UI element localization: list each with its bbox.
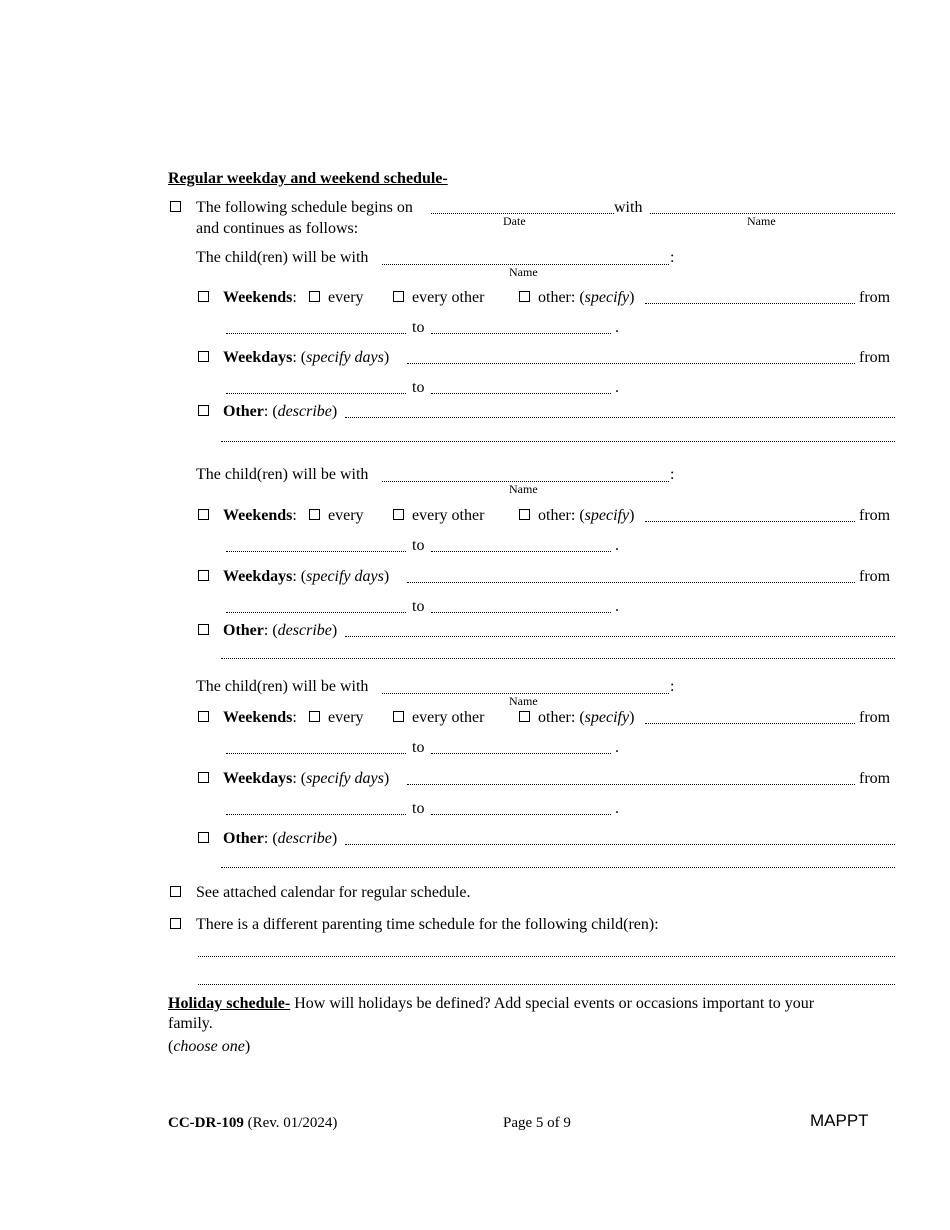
other-specify-checkbox[interactable] bbox=[519, 509, 530, 520]
weekends-label: Weekends: bbox=[223, 507, 297, 524]
to-label: to bbox=[412, 319, 425, 336]
other-describe-field[interactable] bbox=[345, 417, 895, 418]
different-schedule-checkbox[interactable] bbox=[170, 918, 181, 929]
to-label: to bbox=[412, 379, 425, 396]
every-label: every bbox=[328, 709, 364, 726]
weekends-label: Weekends: bbox=[223, 709, 297, 726]
weekdays-text: Weekdays bbox=[223, 568, 293, 585]
other-describe-field[interactable] bbox=[345, 844, 895, 845]
every-label: every bbox=[328, 507, 364, 524]
to-label: to bbox=[412, 739, 425, 756]
other-checkbox[interactable] bbox=[198, 832, 209, 843]
period: . bbox=[615, 800, 619, 817]
with-label: with bbox=[614, 199, 643, 216]
weekdays-from-field[interactable] bbox=[226, 393, 406, 394]
colon: : bbox=[670, 249, 675, 266]
period: . bbox=[615, 739, 619, 756]
other-label: Other: (describe) bbox=[223, 830, 338, 847]
name-caption: Name bbox=[509, 482, 538, 496]
specify-text: specify bbox=[584, 507, 630, 524]
holiday-text: How will holidays be defined? Add special events or occasions important to your bbox=[290, 995, 815, 1012]
other-label: Other: (describe) bbox=[223, 622, 338, 639]
weekends-from-field[interactable] bbox=[226, 333, 406, 334]
choose-one: (choose one) bbox=[168, 1038, 251, 1055]
specify-days-text: specify days bbox=[306, 568, 384, 585]
weekends-text: Weekends bbox=[223, 709, 293, 726]
weekends-specify-field[interactable] bbox=[645, 303, 855, 304]
other-specify-label bbox=[538, 709, 634, 727]
other-describe-field-2[interactable] bbox=[221, 658, 895, 659]
close-paren: ) bbox=[629, 507, 635, 524]
weekdays-label: Weekdays: (specify days) bbox=[223, 568, 390, 585]
from-label: from bbox=[859, 770, 891, 787]
child-with-label: The child(ren) will be with bbox=[196, 466, 369, 483]
weekends-to-field[interactable] bbox=[431, 551, 611, 552]
other-text: Other bbox=[223, 403, 264, 420]
close-paren: ) bbox=[629, 289, 635, 306]
weekdays-checkbox[interactable] bbox=[198, 570, 209, 581]
weekdays-text: Weekdays bbox=[223, 349, 293, 366]
weekdays-checkbox[interactable] bbox=[198, 351, 209, 362]
name-caption: Name bbox=[509, 265, 538, 279]
every-label: every bbox=[328, 289, 364, 306]
footer-form-id: CC-DR-109 bbox=[168, 1115, 244, 1131]
weekends-specify-field[interactable] bbox=[645, 723, 855, 724]
other-text: Other bbox=[223, 622, 264, 639]
weekends-checkbox[interactable] bbox=[198, 509, 209, 520]
weekends-checkbox[interactable] bbox=[198, 291, 209, 302]
weekends-text: Weekends bbox=[223, 289, 293, 306]
holiday-text-cont: family. bbox=[168, 1015, 213, 1032]
every-other-checkbox[interactable] bbox=[393, 711, 404, 722]
weekdays-from-field[interactable] bbox=[226, 814, 406, 815]
attached-calendar-checkbox[interactable] bbox=[170, 886, 181, 897]
weekdays-label: Weekdays: (specify days) bbox=[223, 770, 390, 787]
other-label: Other: (describe) bbox=[223, 403, 338, 420]
from-label: from bbox=[859, 289, 891, 306]
other-specify-prefix: other: ( bbox=[538, 289, 585, 306]
weekdays-to-field[interactable] bbox=[431, 814, 611, 815]
every-other-label: every other bbox=[412, 709, 485, 726]
every-other-checkbox[interactable] bbox=[393, 291, 404, 302]
other-describe-field-2[interactable] bbox=[221, 441, 895, 442]
holiday-heading: Holiday schedule- bbox=[168, 995, 291, 1012]
name-caption: Name bbox=[747, 214, 776, 228]
weekdays-specify-field[interactable] bbox=[407, 363, 855, 364]
weekdays-specify-field[interactable] bbox=[407, 582, 855, 583]
describe-text: describe bbox=[277, 403, 332, 420]
weekends-checkbox[interactable] bbox=[198, 711, 209, 722]
footer-mappt: MAPPT bbox=[810, 1111, 869, 1130]
other-checkbox[interactable] bbox=[198, 405, 209, 416]
other-describe-field-2[interactable] bbox=[221, 867, 895, 868]
describe-text: describe bbox=[277, 622, 332, 639]
weekdays-label: Weekdays: (specify days) bbox=[223, 349, 390, 366]
specify-text: specify bbox=[584, 289, 630, 306]
footer-form-id-line bbox=[168, 1114, 337, 1132]
weekends-from-field[interactable] bbox=[226, 753, 406, 754]
weekdays-text: Weekdays bbox=[223, 770, 293, 787]
other-specify-label bbox=[538, 289, 634, 307]
weekdays-to-field[interactable] bbox=[431, 393, 611, 394]
begins-checkbox[interactable] bbox=[170, 201, 181, 212]
other-specify-checkbox[interactable] bbox=[519, 291, 530, 302]
weekends-specify-field[interactable] bbox=[645, 521, 855, 522]
specify-days-text: specify days bbox=[306, 349, 384, 366]
close-paren: ) bbox=[629, 709, 635, 726]
describe-text: describe bbox=[277, 830, 332, 847]
different-schedule-line-2[interactable] bbox=[198, 984, 895, 985]
weekends-label: Weekends: bbox=[223, 289, 297, 306]
period: . bbox=[615, 379, 619, 396]
from-label: from bbox=[859, 568, 891, 585]
different-schedule-line-1[interactable] bbox=[198, 956, 895, 957]
every-checkbox[interactable] bbox=[309, 509, 320, 520]
weekdays-checkbox[interactable] bbox=[198, 772, 209, 783]
name-caption: Name bbox=[509, 694, 538, 708]
to-label: to bbox=[412, 537, 425, 554]
period: . bbox=[615, 598, 619, 615]
holiday-line bbox=[168, 995, 814, 1013]
different-schedule-label: There is a different parenting time schedule for the following child(ren): bbox=[196, 916, 659, 933]
other-specify-label bbox=[538, 507, 634, 525]
weekends-to-field[interactable] bbox=[431, 753, 611, 754]
from-label: from bbox=[859, 349, 891, 366]
other-specify-prefix: other: ( bbox=[538, 507, 585, 524]
begins-label: The following schedule begins on bbox=[196, 199, 413, 216]
to-label: to bbox=[412, 800, 425, 817]
weekends-from-field[interactable] bbox=[226, 551, 406, 552]
specify-text: specify bbox=[584, 709, 630, 726]
other-specify-checkbox[interactable] bbox=[519, 711, 530, 722]
other-text: Other bbox=[223, 830, 264, 847]
weekends-text: Weekends bbox=[223, 507, 293, 524]
from-label: from bbox=[859, 709, 891, 726]
from-label: from bbox=[859, 507, 891, 524]
specify-days-text: specify days bbox=[306, 770, 384, 787]
other-specify-prefix: other: ( bbox=[538, 709, 585, 726]
every-other-label: every other bbox=[412, 289, 485, 306]
weekends-to-field[interactable] bbox=[431, 333, 611, 334]
to-label: to bbox=[412, 598, 425, 615]
every-checkbox[interactable] bbox=[309, 711, 320, 722]
choose-one-text: choose one bbox=[173, 1038, 245, 1055]
continues-label: and continues as follows: bbox=[196, 220, 359, 237]
other-describe-field[interactable] bbox=[345, 636, 895, 637]
colon: : bbox=[670, 466, 675, 483]
period: . bbox=[615, 319, 619, 336]
date-caption: Date bbox=[503, 214, 526, 228]
weekdays-from-field[interactable] bbox=[226, 612, 406, 613]
other-checkbox[interactable] bbox=[198, 624, 209, 635]
section-heading-regular: Regular weekday and weekend schedule- bbox=[168, 170, 448, 187]
every-other-checkbox[interactable] bbox=[393, 509, 404, 520]
period: . bbox=[615, 537, 619, 554]
child-with-label: The child(ren) will be with bbox=[196, 678, 369, 695]
every-other-label: every other bbox=[412, 507, 485, 524]
colon: : bbox=[670, 678, 675, 695]
weekdays-specify-field[interactable] bbox=[407, 784, 855, 785]
weekdays-to-field[interactable] bbox=[431, 612, 611, 613]
every-checkbox[interactable] bbox=[309, 291, 320, 302]
footer-page: Page 5 of 9 bbox=[503, 1115, 571, 1131]
footer-revision: (Rev. 01/2024) bbox=[243, 1115, 338, 1131]
child-with-label: The child(ren) will be with bbox=[196, 249, 369, 266]
attached-calendar-label: See attached calendar for regular schedule. bbox=[196, 884, 471, 901]
